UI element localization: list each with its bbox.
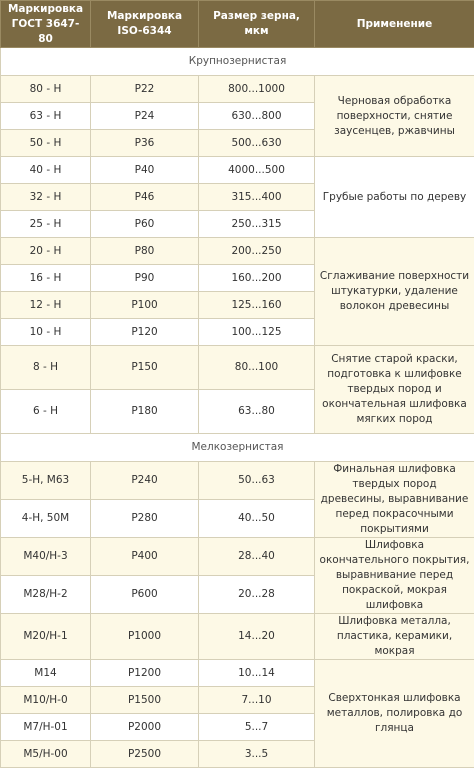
iso-cell: P100	[91, 292, 199, 319]
gost-cell: М5/Н-00	[1, 741, 91, 768]
gost-cell: 25 - Н	[1, 211, 91, 238]
iso-cell: P180	[91, 390, 199, 434]
gost-cell: 4-Н, 50М	[1, 500, 91, 538]
gost-cell: 80 - Н	[1, 76, 91, 103]
gost-cell: 50 - Н	[1, 130, 91, 157]
iso-cell: P22	[91, 76, 199, 103]
iso-cell: P46	[91, 184, 199, 211]
table-row	[1, 462, 474, 500]
application-cell: Шлифовка металла, пластика, керамики, мокрая	[315, 614, 474, 660]
gost-cell: М28/Н-2	[1, 576, 91, 614]
gost-cell: 12 - Н	[1, 292, 91, 319]
size-cell: 500...630	[199, 130, 315, 157]
size-cell: 5...7	[199, 714, 315, 741]
size-cell: 800...1000	[199, 76, 315, 103]
header-row	[1, 1, 474, 48]
gost-cell: 5-Н, М63	[1, 462, 91, 500]
iso-cell: P24	[91, 103, 199, 130]
table-row	[1, 660, 474, 687]
iso-cell: P150	[91, 346, 199, 390]
table-row	[1, 538, 474, 576]
gost-cell: М10/Н-0	[1, 687, 91, 714]
iso-cell: P1200	[91, 660, 199, 687]
gost-cell: 16 - Н	[1, 265, 91, 292]
size-cell: 630...800	[199, 103, 315, 130]
size-cell: 28...40	[199, 538, 315, 576]
iso-cell: P90	[91, 265, 199, 292]
size-cell: 80...100	[199, 346, 315, 390]
size-cell: 3...5	[199, 741, 315, 768]
size-cell: 160...200	[199, 265, 315, 292]
gost-cell: 10 - Н	[1, 319, 91, 346]
size-cell: 63...80	[199, 390, 315, 434]
iso-cell: P240	[91, 462, 199, 500]
table-row	[1, 157, 474, 184]
header-application: Применение	[315, 1, 474, 48]
gost-cell: 63 - Н	[1, 103, 91, 130]
gost-cell: 6 - Н	[1, 390, 91, 434]
section-fine-label: Мелкозернистая	[1, 434, 474, 462]
gost-cell: М14	[1, 660, 91, 687]
application-cell: Снятие старой краски, подготовка к шлифовке твердых пород и окончательная шлифовка мягких пород	[315, 346, 474, 434]
gost-cell: 20 - Н	[1, 238, 91, 265]
size-cell: 125...160	[199, 292, 315, 319]
application-cell: Финальная шлифовка твердых пород древесины, выравнивание перед покрасочными покрытиями	[315, 462, 474, 538]
header-iso: Маркировка ISO-6344	[91, 1, 199, 48]
iso-cell: P1000	[91, 614, 199, 660]
header-gost: Маркировка ГОСТ 3647-80	[1, 1, 91, 48]
size-cell: 14...20	[199, 614, 315, 660]
iso-cell: P1500	[91, 687, 199, 714]
size-cell: 10...14	[199, 660, 315, 687]
gost-cell: М7/Н-01	[1, 714, 91, 741]
size-cell: 200...250	[199, 238, 315, 265]
application-cell: Шлифовка окончательного покрытия, выравнивание перед покраской, мокрая шлифовка	[315, 538, 474, 614]
section-coarse-label: Крупнозернистая	[1, 48, 474, 76]
application-cell: Грубые работы по дереву	[315, 157, 474, 238]
iso-cell: P120	[91, 319, 199, 346]
gost-cell: 8 - Н	[1, 346, 91, 390]
gost-cell: 32 - Н	[1, 184, 91, 211]
iso-cell: P280	[91, 500, 199, 538]
iso-cell: P60	[91, 211, 199, 238]
gost-cell: М20/Н-1	[1, 614, 91, 660]
table-row	[1, 238, 474, 265]
size-cell: 50...63	[199, 462, 315, 500]
table-row	[1, 76, 474, 103]
application-cell: Сверхтонкая шлифовка металлов, полировка до глянца	[315, 660, 474, 768]
header-grain-size: Размер зерна, мкм	[199, 1, 315, 48]
iso-cell: P40	[91, 157, 199, 184]
size-cell: 250...315	[199, 211, 315, 238]
iso-cell: P2000	[91, 714, 199, 741]
iso-cell: P600	[91, 576, 199, 614]
iso-cell: P80	[91, 238, 199, 265]
gost-cell: 40 - Н	[1, 157, 91, 184]
iso-cell: P400	[91, 538, 199, 576]
size-cell: 4000...500	[199, 157, 315, 184]
application-cell: Черновая обработка поверхности, снятие заусенцев, ржавчины	[315, 76, 474, 157]
table-row	[1, 346, 474, 390]
section-row-coarse	[1, 48, 474, 76]
table-row	[1, 614, 474, 660]
size-cell: 40...50	[199, 500, 315, 538]
application-cell: Сглаживание поверхности штукатурки, удаление волокон древесины	[315, 238, 474, 346]
iso-cell: P36	[91, 130, 199, 157]
gost-cell: М40/Н-3	[1, 538, 91, 576]
size-cell: 100...125	[199, 319, 315, 346]
size-cell: 7...10	[199, 687, 315, 714]
section-row-fine	[1, 434, 474, 462]
iso-cell: P2500	[91, 741, 199, 768]
size-cell: 315...400	[199, 184, 315, 211]
size-cell: 20...28	[199, 576, 315, 614]
